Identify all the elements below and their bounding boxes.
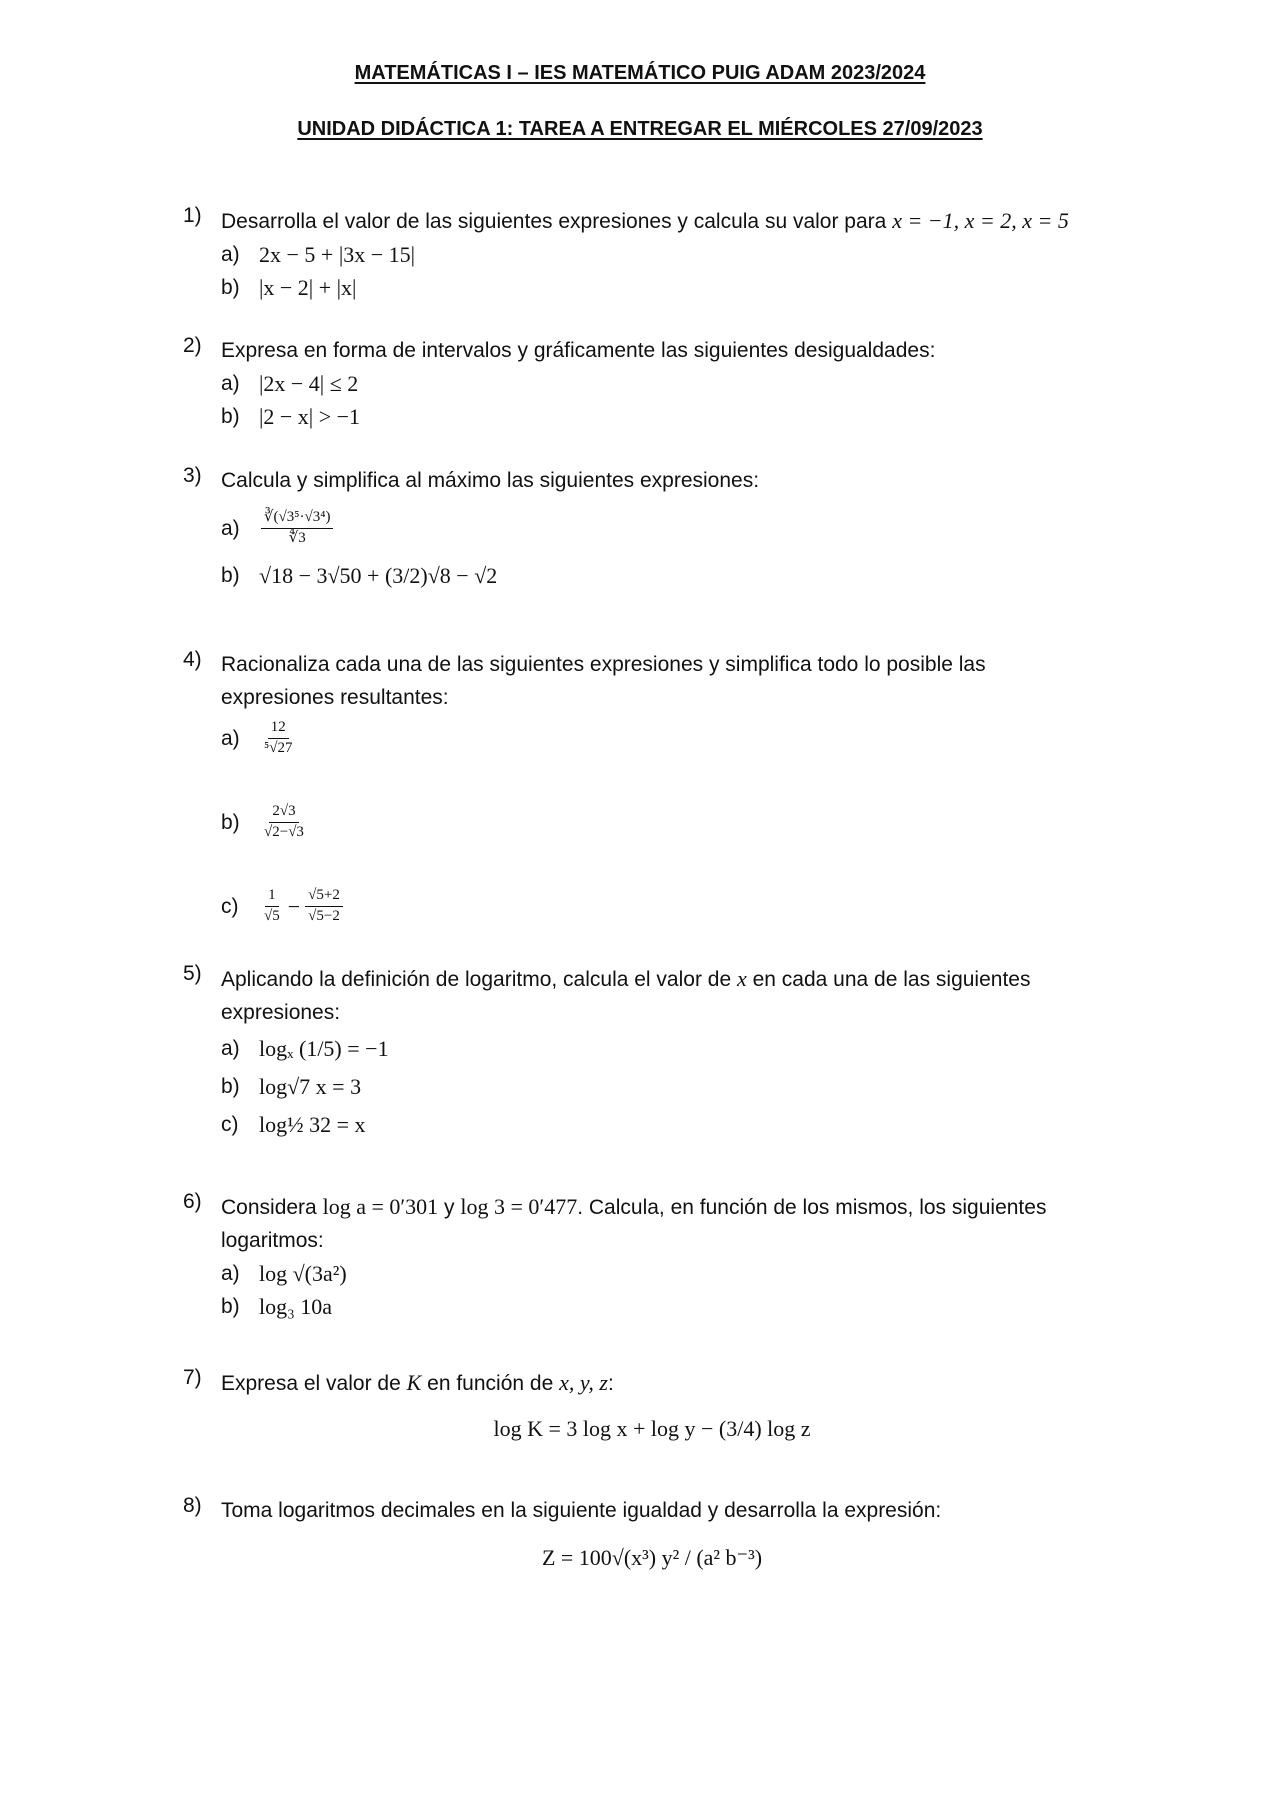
fraction-numerator: ∛(√3⁵·√3⁴) (261, 510, 333, 529)
fraction-denominator: ∜3 (288, 529, 306, 546)
exercise-number: 6) (183, 1190, 202, 1213)
exercise-number: 1) (183, 204, 202, 227)
exercise-7 (183, 1366, 1143, 1445)
formula-k: log K = 3 log x + log y − (3/4) log z (493, 1416, 811, 1441)
exercise-5 (183, 962, 1143, 1143)
worksheet-subtitle: UNIDAD DIDÁCTICA 1: TAREA A ENTREGAR EL MIÉRCOLES 27/09/2023 (297, 118, 983, 140)
expression: √18 − 3√50 + (3/2)√8 − √2 (259, 563, 498, 588)
exercise-2a: a) |2x − 4| ≤ 2 (221, 367, 1143, 400)
exercise-statement: Toma logaritmos decimales en la siguiente igualdad y desarrolla la expresión: (221, 1499, 942, 1522)
worksheet-title: MATEMÁTICAS I – IES MATEMÁTICO PUIG ADAM 2023/2024 (354, 62, 926, 84)
exercise-1a: a) 2x − 5 + |3x − 15| (221, 238, 1143, 271)
inequality: |2 − x| > −1 (259, 404, 361, 429)
inequality: |2x − 4| ≤ 2 (259, 371, 359, 396)
fraction-denominator: √2−√3 (264, 823, 304, 840)
exercise-number: 3) (183, 464, 202, 487)
exercise-1 (183, 204, 1143, 304)
log-equation: log½ 32 = x (259, 1111, 366, 1137)
exercise-5a: a) logₓ (1/5) = −1 (221, 1029, 1143, 1067)
expression: 2x − 5 + |3x − 15| (259, 242, 416, 267)
fraction-denominator: ⁵√27 (264, 739, 293, 756)
exercise-statement: Racionaliza cada una de las siguientes expresiones y simplifica todo lo posible las expresiones resultantes: (221, 653, 986, 709)
fraction-denominator: √5−2 (308, 907, 340, 924)
exercise-2 (183, 334, 1143, 433)
exercise-number: 7) (183, 1366, 202, 1389)
exercise-4c: c) $\frac{1}{√5}$ − $\frac{√5+2}{√5-2}$ (221, 882, 1143, 930)
fraction-denominator: √5 (264, 907, 280, 924)
exercise-number: 4) (183, 648, 202, 671)
exercise-statement: Expresa el valor de K en función de x, y, z: (221, 1370, 614, 1395)
exercise-number: 5) (183, 962, 202, 985)
exercise-6 (183, 1190, 1143, 1323)
log-equation: logₓ (1/5) = −1 (259, 1035, 389, 1061)
formula-z: Z = 100√(x³) y² / (a² b⁻³) (541, 1545, 763, 1570)
expression: |x − 2| + |x| (259, 275, 357, 300)
exercise-5b: b) log√7 x = 3 (221, 1067, 1143, 1105)
exercise-4b: b) $\frac{2√3}{√2-√3}$ (221, 798, 1143, 846)
exercise-4a: a) $\frac{12}{\text{⁵√27}}$ (221, 714, 1143, 762)
exercise-number: 8) (183, 1494, 202, 1517)
exercise-statement: Calcula y simplifica al máximo las siguientes expresiones: (221, 469, 760, 492)
given-value: log a = 0′301 (322, 1194, 439, 1219)
log-equation: log√7 x = 3 (259, 1073, 362, 1099)
exercise-3b: b) √18 − 3√50 + (3/2)√8 − √2 (221, 559, 1143, 592)
fraction-numerator: 1 (265, 888, 279, 907)
fraction-numerator: 2√3 (269, 804, 298, 823)
exercise-5c: c) log½ 32 = x (221, 1105, 1143, 1143)
exercise-number: 2) (183, 334, 202, 357)
exercise-6b: b) log₃ 10a (221, 1290, 1143, 1323)
fraction-numerator: 12 (268, 720, 289, 739)
exercise-4 (183, 648, 1143, 930)
fraction-numerator: √5+2 (305, 888, 343, 907)
exercise-1b: b) |x − 2| + |x| (221, 271, 1143, 304)
exercise-statement: Aplicando la definición de logaritmo, calcula el valor de x en cada una de las siguientes expresiones: (221, 966, 1031, 1024)
given-value: log 3 = 0′477 (460, 1194, 578, 1219)
exercise-6a: a) log √(3a²) (221, 1257, 1143, 1290)
log-expression: log₃ 10a (259, 1294, 333, 1319)
exercise-3a: a) $\frac{\text{∛(√3⁵·√3⁴)}}{∜3}$ (221, 497, 1143, 559)
exercise-statement: Considera log a = 0′301 y log 3 = 0′477. Calcula, en función de los mismos, los siguientes logaritmos: (221, 1194, 1047, 1252)
exercise-8 (183, 1494, 1143, 1574)
log-expression: log √(3a²) (259, 1261, 347, 1286)
exercise-2b: b) |2 − x| > −1 (221, 400, 1143, 433)
exercise-statement: Desarrolla el valor de las siguientes expresiones y calcula su valor para x = −1, x = 2, x = 5 (221, 208, 1069, 233)
exercise-statement: Expresa en forma de intervalos y gráficamente las siguientes desigualdades: (221, 339, 936, 362)
exercise-3 (183, 464, 1143, 592)
evaluation-values: x = −1, x = 2, x = 5 (892, 208, 1069, 233)
